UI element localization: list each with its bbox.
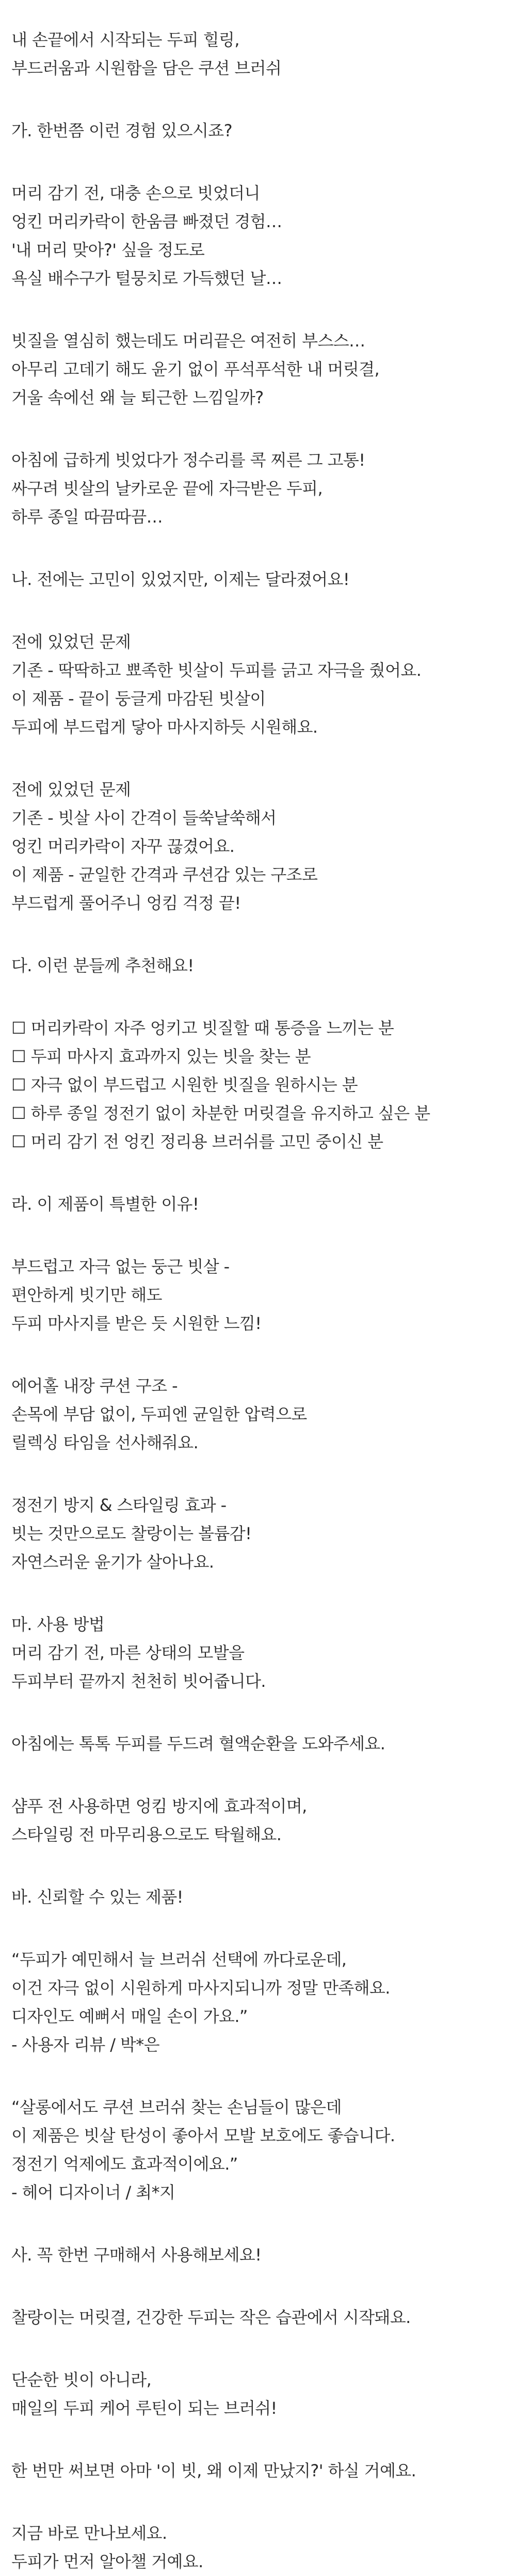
text-line: 정전기 방지 & 스타일링 효과 - — [11, 1495, 227, 1515]
text-line: 두피가 먼저 알아챌 거예요. — [11, 2552, 203, 2571]
text-paragraph — [11, 2457, 505, 2485]
text-paragraph — [11, 2303, 505, 2332]
text-paragraph — [11, 776, 505, 918]
text-line: 두피 마사지를 받은 듯 시원한 느낌! — [11, 1314, 262, 1333]
text-paragraph — [11, 565, 505, 594]
text-line: 정전기 억제에도 효과적이에요.” — [11, 2154, 238, 2174]
text-line: 머리 감기 전, 대충 손으로 빗었더니 — [11, 183, 260, 203]
text-line: ☐ 하루 종일 정전기 없이 차분한 머릿결을 유지하고 싶은 분 — [11, 1103, 430, 1123]
text-line: 거울 속에선 왜 늘 퇴근한 느낌일까? — [11, 388, 264, 407]
text-line: 찰랑이는 머릿결, 건강한 두피는 작은 습관에서 시작돼요. — [11, 2308, 411, 2327]
text-line: - 헤어 디자이너 / 최*지 — [11, 2183, 175, 2202]
text-paragraph — [11, 2519, 505, 2576]
text-line: 라. 이 제품이 특별한 이유! — [11, 1194, 199, 1214]
text-line: 부드럽게 풀어주니 엉킴 걱정 끝! — [11, 893, 241, 913]
text-line: 욕실 배수구가 털뭉치로 가득했던 날… — [11, 268, 282, 288]
text-line: 편안하게 빗기만 해도 — [11, 1285, 162, 1305]
text-line: 마. 사용 방법 — [11, 1615, 105, 1634]
text-line: 단순한 빗이 아니라, — [11, 2370, 152, 2390]
text-line: 빗는 것만으로도 찰랑이는 볼륨감! — [11, 1524, 252, 1543]
text-line: 빗질을 열심히 했는데도 머리끝은 여전히 부스스… — [11, 331, 365, 351]
text-line: “살롱에서도 쿠션 브러쉬 찾는 손님들이 많은데 — [11, 2097, 342, 2117]
text-line: ☐ 자극 없이 부드럽고 시원한 빗질을 원하시는 분 — [11, 1075, 358, 1095]
text-line: '내 머리 맞아?' 싶을 정도로 — [11, 240, 205, 260]
text-line: 지금 바로 만나보세요. — [11, 2523, 167, 2543]
text-paragraph — [11, 1883, 505, 1911]
text-line: 에어홀 내장 쿠션 구조 - — [11, 1376, 178, 1396]
text-line: 내 손끝에서 시작되는 두피 힐링, — [11, 30, 239, 50]
text-line: 전에 있었던 문제 — [11, 632, 131, 652]
text-line: 다. 이런 분들께 추천해요! — [11, 956, 194, 975]
text-line: 바. 신뢰할 수 있는 제품! — [11, 1887, 183, 1907]
text-line: 부드러움과 시원함을 담은 쿠션 브러쉬 — [11, 58, 282, 78]
text-line: - 사용자 리뷰 / 박*은 — [11, 2035, 160, 2055]
text-line: 이 제품 - 끝이 둥글게 마감된 빗살이 — [11, 689, 266, 708]
text-line: 기존 - 빗살 사이 간격이 들쑥날쑥해서 — [11, 808, 277, 828]
text-paragraph — [11, 2366, 505, 2423]
text-paragraph — [11, 1014, 505, 1156]
text-paragraph — [11, 446, 505, 531]
text-line: 하루 종일 따끔따끔… — [11, 507, 163, 527]
text-line: 아침에는 톡톡 두피를 두드려 혈액순환을 도와주세요. — [11, 1734, 385, 1753]
text-line: 부드럽고 자극 없는 둥근 빗살 - — [11, 1257, 230, 1276]
text-paragraph — [11, 1190, 505, 1219]
text-paragraph — [11, 26, 505, 83]
text-line: 두피에 부드럽게 닿아 마사지하듯 시원해요. — [11, 717, 318, 737]
text-paragraph — [11, 1491, 505, 1576]
text-line: 릴렉싱 타임을 선사해줘요. — [11, 1433, 199, 1452]
text-line: ☐ 머리카락이 자주 엉키고 빗질할 때 통증을 느끼는 분 — [11, 1018, 394, 1038]
text-line: 아침에 급하게 빗었다가 정수리를 콕 찌른 그 고통! — [11, 450, 365, 470]
text-line: 손목에 부담 없이, 두피엔 균일한 압력으로 — [11, 1404, 307, 1424]
text-paragraph — [11, 628, 505, 741]
text-line: 가. 한번쯤 이런 경험 있으시죠? — [11, 121, 232, 140]
text-line: 디자인도 예뻐서 매일 손이 가요.” — [11, 2006, 248, 2026]
text-line: 엉킨 머리카락이 한움큼 빠졌던 경험… — [11, 212, 282, 231]
text-paragraph — [11, 2093, 505, 2207]
description-text-body — [11, 26, 505, 2576]
text-line: 샴푸 전 사용하면 엉킴 방지에 효과적이며, — [11, 1796, 307, 1816]
text-paragraph — [11, 952, 505, 980]
text-line: “두피가 예민해서 늘 브러쉬 선택에 까다로운데, — [11, 1950, 347, 1969]
text-line: ☐ 두피 마사지 효과까지 있는 빗을 찾는 분 — [11, 1047, 311, 1066]
text-paragraph — [11, 1253, 505, 1338]
text-line: 엉킨 머리카락이 자꾸 끊겼어요. — [11, 836, 235, 856]
text-line: 한 번만 써보면 아마 '이 빗, 왜 이제 만났지?' 하실 거예요. — [11, 2461, 416, 2480]
text-paragraph — [11, 327, 505, 412]
text-line: 사. 꼭 한번 구매해서 사용해보세요! — [11, 2245, 262, 2265]
text-line: 나. 전에는 고민이 있었지만, 이제는 달라졌어요! — [11, 570, 350, 589]
text-paragraph — [11, 1946, 505, 2059]
text-line: 이 제품은 빗살 탄성이 좋아서 모발 보호에도 좋습니다. — [11, 2126, 395, 2145]
text-line: 이건 자극 없이 시원하게 마사지되니까 정말 만족해요. — [11, 1978, 390, 1998]
text-line: 아무리 고데기 해도 윤기 없이 푸석푸석한 내 머릿결, — [11, 359, 380, 379]
text-line: 매일의 두피 케어 루틴이 되는 브러쉬! — [11, 2398, 277, 2418]
text-line: 두피부터 끝까지 천천히 빗어줍니다. — [11, 1671, 266, 1691]
text-paragraph — [11, 117, 505, 145]
text-line: 전에 있었던 문제 — [11, 780, 131, 799]
text-paragraph — [11, 1792, 505, 1849]
text-line: 자연스러운 윤기가 살아나요. — [11, 1552, 214, 1572]
text-paragraph — [11, 1730, 505, 1758]
text-line: ☐ 머리 감기 전 엉킨 정리용 브러쉬를 고민 중이신 분 — [11, 1132, 383, 1151]
text-line: 싸구려 빗살의 날카로운 끝에 자극받은 두피, — [11, 479, 323, 498]
text-paragraph — [11, 1372, 505, 1457]
text-line: 스타일링 전 마무리용으로도 탁월해요. — [11, 1825, 282, 1844]
text-line: 기존 - 딱딱하고 뾰족한 빗살이 두피를 긁고 자극을 줬어요. — [11, 660, 422, 680]
text-line: 머리 감기 전, 마른 상태의 모발을 — [11, 1643, 245, 1663]
text-line: 이 제품 - 균일한 간격과 쿠션감 있는 구조로 — [11, 865, 318, 884]
text-paragraph — [11, 179, 505, 293]
text-paragraph — [11, 1610, 505, 1696]
text-paragraph — [11, 2241, 505, 2269]
